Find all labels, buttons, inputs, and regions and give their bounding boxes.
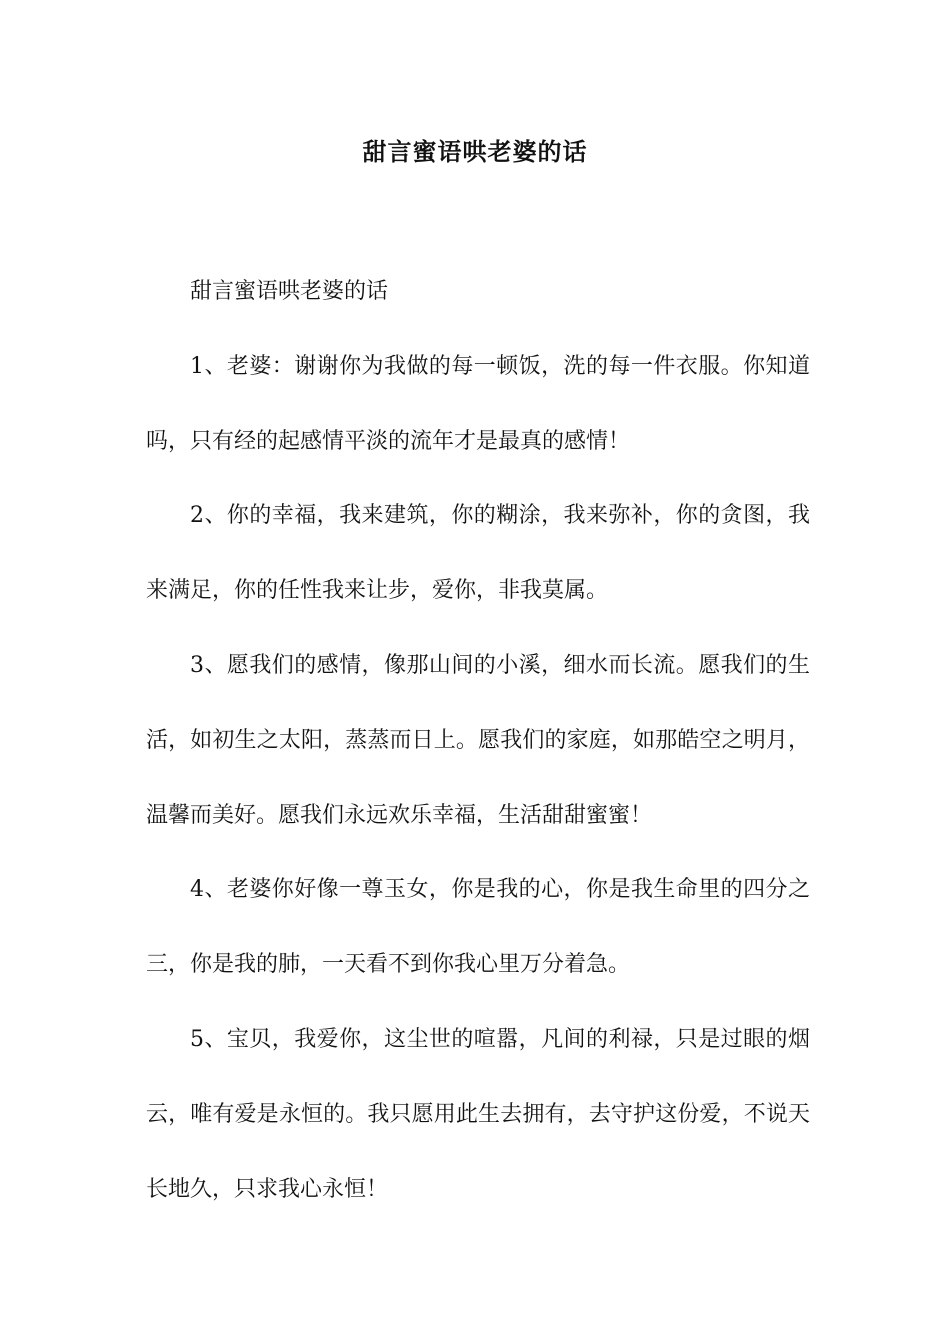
paragraph-3: 3、愿我们的感情，像那山间的小溪，细水而长流。愿我们的生活，如初生之太阳，蒸蒸而日上。愿我们的家庭，如那皓空之明月，温馨而美好。愿我们永远欢乐幸福，生活甜甜蜜蜜！ bbox=[146, 652, 810, 828]
paragraph-2: 2、你的幸福，我来建筑，你的糊涂，我来弥补，你的贪图，我来满足，你的任性我来让步，爱你，非我莫属。 bbox=[146, 503, 810, 604]
document-body bbox=[146, 255, 810, 1227]
paragraph-4: 4、老婆你好像一尊玉女，你是我的心，你是我生命里的四分之三，你是我的肺，一天看不到你我心里万分着急。 bbox=[146, 877, 810, 978]
document-title: 甜言蜜语哄老婆的话 bbox=[362, 137, 588, 166]
intro-paragraph: 甜言蜜语哄老婆的话 bbox=[190, 279, 389, 304]
paragraph-5: 5、宝贝，我爱你，这尘世的喧嚣，凡间的利禄，只是过眼的烟云，唯有爱是永恒的。我只愿用此生去拥有，去守护这份爱，不说天长地久，只求我心永恒！ bbox=[146, 1026, 810, 1202]
paragraph-1: 1、老婆：谢谢你为我做的每一顿饭，洗的每一件衣服。你知道吗，只有经的起感情平淡的流年才是最真的感情！ bbox=[146, 353, 810, 454]
